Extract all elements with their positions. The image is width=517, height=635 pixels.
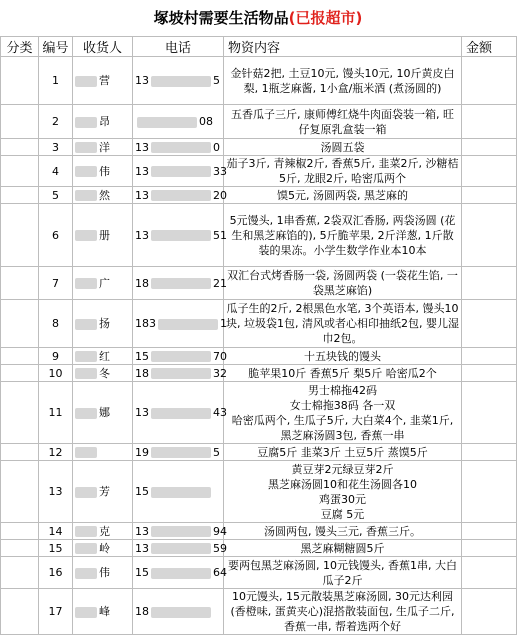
phone-prefix: 13 — [135, 164, 149, 178]
receiver-name: 营 — [99, 74, 110, 87]
row-number: 6 — [39, 204, 73, 267]
content-text: 5元馒头, 1串香蕉, 2袋双汇香肠, 两袋汤圆 (花生和黑芝麻馅的), 5斤脆苹果, 2斤洋葱, 1斤散装的果冻。小学生数学作业本10本 — [229, 213, 456, 257]
table-row — [1, 348, 517, 365]
row-number: 5 — [39, 187, 73, 204]
content-text: 茄子3斤, 青辣椒2斤, 香蕉5斤, 韭菜2斤, 沙糖桔5斤, 龙眼2斤, 哈密瓜两个 — [226, 157, 459, 185]
content-text: 黄豆芽2元绿豆芽2斤 黑芝麻汤圆10和花生汤圆各10 鸡蛋30元 豆腐 5元 — [268, 462, 417, 521]
content-cell — [224, 156, 462, 187]
content-text: 豆腐5斤 韭菜3斤 土豆5斤 蒸馍5斤 — [257, 445, 428, 459]
row-number: 12 — [39, 444, 73, 461]
header-row — [1, 37, 517, 57]
phone-cell — [133, 300, 227, 348]
table-row — [1, 300, 517, 348]
header-content: 物资内容 — [224, 37, 462, 57]
receiver-name: 克 — [99, 524, 110, 538]
content-cell — [224, 461, 462, 523]
redacted-phone — [151, 166, 211, 177]
content-text: 瓜子生的2斤, 2根黑色水笔, 3个英语本, 馒头10块, 垃圾袋1包, 清风或者心相印抽纸2包, 婴儿湿巾2包。 — [226, 302, 459, 345]
phone-suffix: 43 — [213, 406, 227, 419]
redacted-phone — [137, 117, 197, 128]
content-cell — [224, 557, 462, 589]
receiver-name: 册 — [99, 228, 110, 242]
table-row — [1, 267, 517, 300]
phone-suffix: 5 — [213, 74, 220, 87]
receiver-cell — [73, 204, 133, 267]
content-cell — [224, 348, 462, 365]
redacted-phone — [151, 368, 211, 379]
content-text: 黑芝麻糊糖圆5斤 — [300, 541, 385, 555]
redacted-phone — [151, 607, 211, 618]
category-cell — [1, 204, 39, 267]
redacted-phone — [151, 447, 211, 458]
phone-prefix: 183 — [135, 317, 156, 330]
row-number: 8 — [39, 300, 73, 348]
table-row — [1, 461, 517, 523]
receiver-cell — [73, 267, 133, 300]
redacted-name — [75, 117, 97, 128]
redacted-name — [75, 543, 97, 554]
phone-prefix: 13 — [135, 541, 149, 555]
content-cell — [224, 57, 462, 105]
category-cell — [1, 348, 39, 365]
redacted-phone — [151, 408, 211, 419]
redacted-name — [75, 319, 97, 330]
amount-cell — [462, 204, 517, 267]
table-row — [1, 139, 517, 156]
redacted-name — [75, 607, 97, 618]
redacted-name — [75, 76, 97, 87]
content-text: 金针菇2把, 土豆10元, 馒头10元, 10斤黄皮白梨, 1瓶芝麻酱, 1小盒/瓶米酒 (煮汤圆的) — [230, 66, 455, 95]
category-cell — [1, 444, 39, 461]
receiver-cell — [73, 589, 133, 635]
phone-cell — [133, 267, 227, 300]
header-amount: 金额 — [462, 37, 517, 57]
receiver-name: 伟 — [99, 164, 110, 178]
row-number: 15 — [39, 540, 73, 557]
phone-prefix: 15 — [135, 566, 149, 579]
content-text: 10元馒头, 15元散装黑芝麻汤圆, 30元达利园 (香橙味, 蛋黄夹心)混搭散装面包, 生瓜子二斤, 香蕉一串, 帮着选两个好 — [230, 590, 455, 633]
amount-cell — [462, 382, 517, 444]
redacted-phone — [151, 142, 211, 153]
phone-cell — [133, 523, 227, 540]
redacted-phone — [158, 319, 218, 330]
receiver-cell — [73, 156, 133, 187]
phone-prefix: 15 — [135, 349, 149, 363]
receiver-cell — [73, 105, 133, 139]
content-cell — [224, 365, 462, 382]
phone-suffix: 33 — [213, 164, 227, 178]
category-cell — [1, 557, 39, 589]
amount-cell — [462, 57, 517, 105]
content-text: 馍5元, 汤圆两袋, 黑芝麻的 — [277, 188, 408, 202]
redacted-name — [75, 190, 97, 201]
table-row — [1, 187, 517, 204]
phone-prefix: 18 — [135, 605, 149, 618]
receiver-cell — [73, 523, 133, 540]
content-text: 双汇台式烤香肠一袋, 汤圆两袋 (一袋花生馅, 一袋黑芝麻馅) — [227, 269, 458, 297]
category-cell — [1, 105, 39, 139]
table-row — [1, 156, 517, 187]
redacted-phone — [151, 76, 211, 87]
amount-cell — [462, 187, 517, 204]
amount-cell — [462, 267, 517, 300]
redacted-phone — [151, 351, 211, 362]
phone-suffix: 32 — [213, 366, 227, 380]
phone-cell — [133, 461, 224, 523]
content-cell — [224, 589, 462, 635]
content-cell — [224, 139, 462, 156]
category-cell — [1, 187, 39, 204]
receiver-cell — [73, 139, 133, 156]
amount-cell — [462, 540, 517, 557]
receiver-name: 洋 — [99, 140, 110, 154]
amount-cell — [462, 139, 517, 156]
row-number: 4 — [39, 156, 73, 187]
amount-cell — [462, 557, 517, 589]
phone-prefix: 13 — [135, 140, 149, 154]
phone-suffix: 5 — [213, 445, 220, 459]
receiver-name: 广 — [99, 276, 110, 290]
redacted-phone — [151, 487, 211, 498]
phone-cell — [133, 557, 227, 589]
redacted-phone — [151, 568, 211, 579]
phone-suffix: 94 — [213, 524, 227, 538]
amount-cell — [462, 105, 517, 139]
phone-prefix: 13 — [135, 228, 149, 242]
table-row — [1, 557, 517, 589]
redacted-name — [75, 278, 97, 289]
receiver-cell — [73, 382, 133, 444]
category-cell — [1, 365, 39, 382]
amount-cell — [462, 365, 517, 382]
table-row — [1, 204, 517, 267]
receiver-name: 岭 — [99, 541, 110, 555]
redacted-phone — [151, 190, 211, 201]
content-text: 五香瓜子三斤, 康师傅红烧牛肉面袋装一箱, 旺仔复原乳盒装一箱 — [231, 107, 454, 136]
receiver-cell — [73, 187, 133, 204]
phone-suffix: 59 — [213, 541, 227, 555]
phone-suffix: 08 — [199, 115, 213, 128]
receiver-name: 芳 — [99, 485, 110, 498]
title-highlight: (已报超市) — [288, 9, 363, 27]
redacted-name — [75, 526, 97, 537]
phone-suffix: 70 — [213, 349, 227, 363]
phone-suffix: 21 — [213, 276, 227, 290]
redacted-name — [75, 408, 97, 419]
receiver-cell — [73, 348, 133, 365]
category-cell — [1, 156, 39, 187]
row-number: 14 — [39, 523, 73, 540]
table-row — [1, 523, 517, 540]
phone-prefix: 13 — [135, 524, 149, 538]
redacted-phone — [151, 543, 211, 554]
content-cell — [224, 382, 462, 444]
redacted-phone — [151, 230, 211, 241]
phone-suffix: 0 — [213, 140, 220, 154]
category-cell — [1, 382, 39, 444]
receiver-name: 红 — [99, 349, 110, 363]
content-cell — [224, 300, 462, 348]
content-text: 男士棉拖42码 女士棉拖38码 各一双 哈密瓜两个, 生瓜子5斤, 大白菜4个, 韭菜1斤, 黑芝麻汤圆3包, 香蕉一串 — [231, 383, 454, 442]
header-no: 编号 — [39, 37, 73, 57]
receiver-cell — [73, 365, 133, 382]
redacted-name — [75, 166, 97, 177]
phone-cell — [133, 382, 227, 444]
category-cell — [1, 267, 39, 300]
content-text: 汤圆两包, 馒头三元, 香蕉三斤。 — [264, 524, 421, 538]
phone-prefix: 13 — [135, 74, 149, 87]
phone-prefix: 18 — [135, 276, 149, 290]
phone-cell — [133, 348, 227, 365]
table-row — [1, 589, 517, 635]
phone-prefix: 19 — [135, 445, 149, 459]
amount-cell — [462, 589, 517, 635]
row-number: 11 — [39, 382, 73, 444]
phone-prefix: 13 — [135, 406, 149, 419]
category-cell — [1, 300, 39, 348]
table-row — [1, 382, 517, 444]
row-number: 1 — [39, 57, 73, 105]
redacted-name — [75, 568, 97, 579]
table-row — [1, 365, 517, 382]
receiver-name: 然 — [99, 188, 110, 202]
content-cell — [224, 523, 462, 540]
table-row — [1, 540, 517, 557]
content-text: 要两包黑芝麻汤圆, 10元钱馒头, 香蕉1串, 大白瓜子2斤 — [228, 558, 457, 587]
phone-suffix: 20 — [213, 188, 227, 202]
row-number: 13 — [39, 461, 73, 523]
phone-cell — [133, 187, 227, 204]
receiver-name: 伟 — [99, 566, 110, 579]
category-cell — [1, 139, 39, 156]
content-text: 汤圆五袋 — [320, 140, 365, 154]
row-number: 3 — [39, 139, 73, 156]
content-text: 十五块钱的馒头 — [304, 349, 381, 363]
receiver-cell — [73, 461, 133, 523]
phone-suffix: 64 — [213, 566, 227, 579]
receiver-cell — [73, 540, 133, 557]
receiver-cell — [73, 300, 133, 348]
content-cell — [224, 444, 462, 461]
row-number: 7 — [39, 267, 73, 300]
phone-suffix: 1 — [220, 317, 227, 330]
phone-cell — [133, 139, 224, 156]
redacted-name — [75, 487, 97, 498]
goods-table — [0, 36, 517, 635]
row-number: 10 — [39, 365, 73, 382]
table-row — [1, 57, 517, 105]
phone-cell — [133, 105, 224, 139]
redacted-name — [75, 447, 97, 458]
amount-cell — [462, 348, 517, 365]
content-text: 脆苹果10斤 香蕉5斤 梨5斤 哈密瓜2个 — [248, 366, 437, 380]
sheet-title — [0, 0, 516, 36]
category-cell — [1, 589, 39, 635]
redacted-phone — [151, 526, 211, 537]
content-cell — [224, 540, 462, 557]
header-category: 分类 — [1, 37, 39, 57]
amount-cell — [462, 444, 517, 461]
phone-prefix: 15 — [135, 485, 149, 498]
table-row — [1, 444, 517, 461]
header-receiver: 收货人 — [73, 37, 133, 57]
title-main: 塚坡村需要生活物品 — [153, 9, 289, 27]
redacted-phone — [151, 278, 211, 289]
redacted-name — [75, 142, 97, 153]
content-cell — [224, 105, 462, 139]
receiver-name: 扬 — [99, 317, 110, 330]
redacted-name — [75, 230, 97, 241]
receiver-cell — [73, 444, 133, 461]
category-cell — [1, 57, 39, 105]
receiver-name: 娜 — [99, 406, 110, 419]
amount-cell — [462, 461, 517, 523]
receiver-name: 昂 — [99, 115, 110, 128]
row-number: 17 — [39, 589, 73, 635]
table-row — [1, 105, 517, 139]
content-cell — [224, 187, 462, 204]
category-cell — [1, 523, 39, 540]
category-cell — [1, 461, 39, 523]
amount-cell — [462, 300, 517, 348]
phone-suffix: 51 — [213, 228, 227, 242]
content-cell — [224, 204, 462, 267]
header-phone: 电话 — [133, 37, 224, 57]
redacted-name — [75, 351, 97, 362]
phone-cell — [133, 589, 224, 635]
category-cell — [1, 540, 39, 557]
amount-cell — [462, 523, 517, 540]
phone-prefix: 13 — [135, 188, 149, 202]
phone-cell — [133, 540, 227, 557]
receiver-cell — [73, 557, 133, 589]
phone-cell — [133, 204, 227, 267]
phone-cell — [133, 365, 227, 382]
phone-cell — [133, 156, 227, 187]
phone-cell — [133, 57, 224, 105]
receiver-name: 冬 — [99, 366, 110, 380]
row-number: 16 — [39, 557, 73, 589]
row-number: 2 — [39, 105, 73, 139]
phone-cell — [133, 444, 224, 461]
receiver-name: 峰 — [99, 605, 110, 618]
redacted-name — [75, 368, 97, 379]
content-cell — [224, 267, 462, 300]
receiver-cell — [73, 57, 133, 105]
amount-cell — [462, 156, 517, 187]
row-number: 9 — [39, 348, 73, 365]
phone-prefix: 18 — [135, 366, 149, 380]
